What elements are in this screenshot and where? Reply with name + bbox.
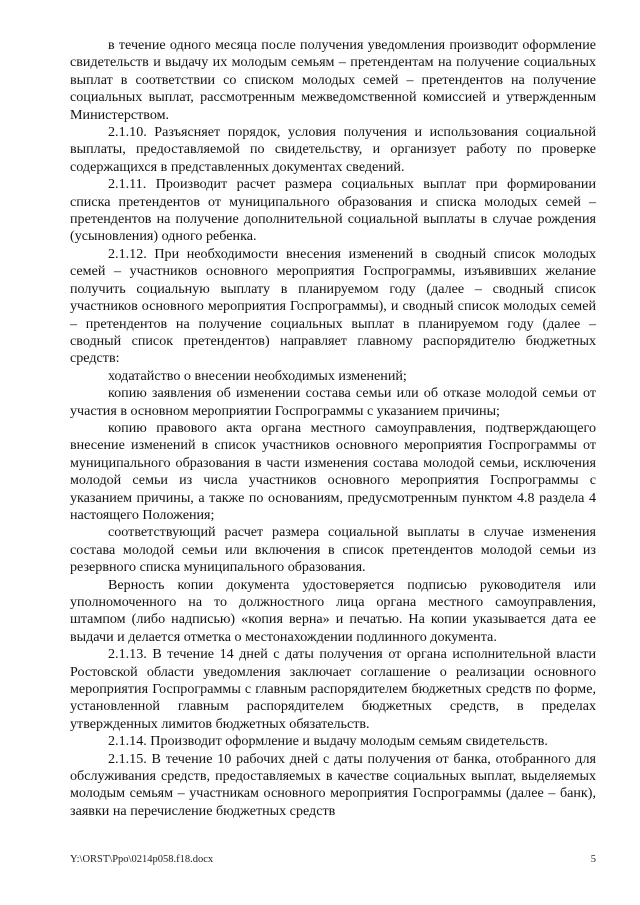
page-footer <box>70 854 596 865</box>
list-item-application-copy: копию заявления об изменении состава семьи или об отказе молодой семьи от участия в основном мероприятии Госпрограммы с указанием причины; <box>70 385 596 419</box>
list-item-calculation: соответствующий расчет размера социальной выплаты в случае изменения состава молодой семьи или включения в список претендентов молодой семьи из резервного списка муниципального образования. <box>70 524 596 576</box>
paragraph-continuation: в течение одного месяца после получения уведомления производит оформление свидетельств и выдачу их молодым семьям – претендентам на получение социальных выплат в соответствии со списком молодых семей – претендентов на получение социальных выплат, рассмотренным межведомственной комиссией и утвержденным Министерством. <box>70 37 596 123</box>
paragraph-2-1-14: 2.1.14. Производит оформление и выдачу молодым семьям свидетельств. <box>108 733 548 750</box>
list-item-petition: ходатайство о внесении необходимых изменений; <box>108 367 407 384</box>
paragraph-2-1-15: 2.1.15. В течение 10 рабочих дней с даты получения от банка, отобранного для обслуживания средств, предоставляемых в качестве социальных выплат, выделяемых молодым семьям – участникам основного мероприятия Госпрограммы (далее – банк), заявки на перечисление бюджетных средств <box>70 750 596 819</box>
paragraph-2-1-13: 2.1.13. В течение 14 дней с даты получения от органа исполнительной власти Ростовской области уведомления заключает соглашение о реализации основного мероприятия Госпрограммы с главным распорядителем бюджетных средств по форме, установленной главным распорядителем бюджетных средств, в пределах утвержденных лимитов бюджетных обязательств. <box>70 646 596 732</box>
footer-file-path: Y:\ORST\Ppo\0214p058.f18.docx <box>70 854 214 865</box>
paragraph-2-1-12: 2.1.12. При необходимости внесения изменений в сводный список молодых семей – участников основного мероприятия Госпрограммы, изъявивших желание получить социальную выплату в планируемом году (далее – сводный список участников основного мероприятия Госпрограммы), и сводный список молодых семей – претендентов на получение социальных выплат в планируемом году (далее – сводный список претендентов) направляет главному распорядителю бюджетных средств: <box>70 245 596 367</box>
paragraph-copy-verification: Верность копии документа удостоверяется подписью руководителя или уполномоченного на то должностного лица органа местного самоуправления, штампом (либо надписью) «копия верна» и печатью. На копии указывается дата ее выдачи и делается отметка о местонахождении подлинного документа. <box>70 576 596 645</box>
page-number: 5 <box>590 854 596 865</box>
document-body <box>70 37 596 820</box>
paragraph-2-1-10: 2.1.10. Разъясняет порядок, условия получения и использования социальной выплаты, предоставляемой по свидетельству, и организует работу по проверке содержащихся в представленных документах сведений. <box>70 124 596 175</box>
list-item-legal-act-copy: копию правового акта органа местного самоуправления, подтверждающего внесение изменений в список участников основного мероприятия Госпрограммы от муниципального образования в части изменения состава молодой семьи, исключения молодой семьи из числа участников основного мероприятия Госпрограммы с указанием причины, а также по основаниям, предусмотренным пунктом 4.8 раздела 4 настоящего Положения; <box>70 419 596 523</box>
paragraph-2-1-11: 2.1.11. Производит расчет размера социальных выплат при формировании списка претендентов от муниципального образования и списка молодых семей – претендентов на получение дополнительной социальной выплаты в случае рождения (усыновления) одного ребенка. <box>70 176 596 245</box>
